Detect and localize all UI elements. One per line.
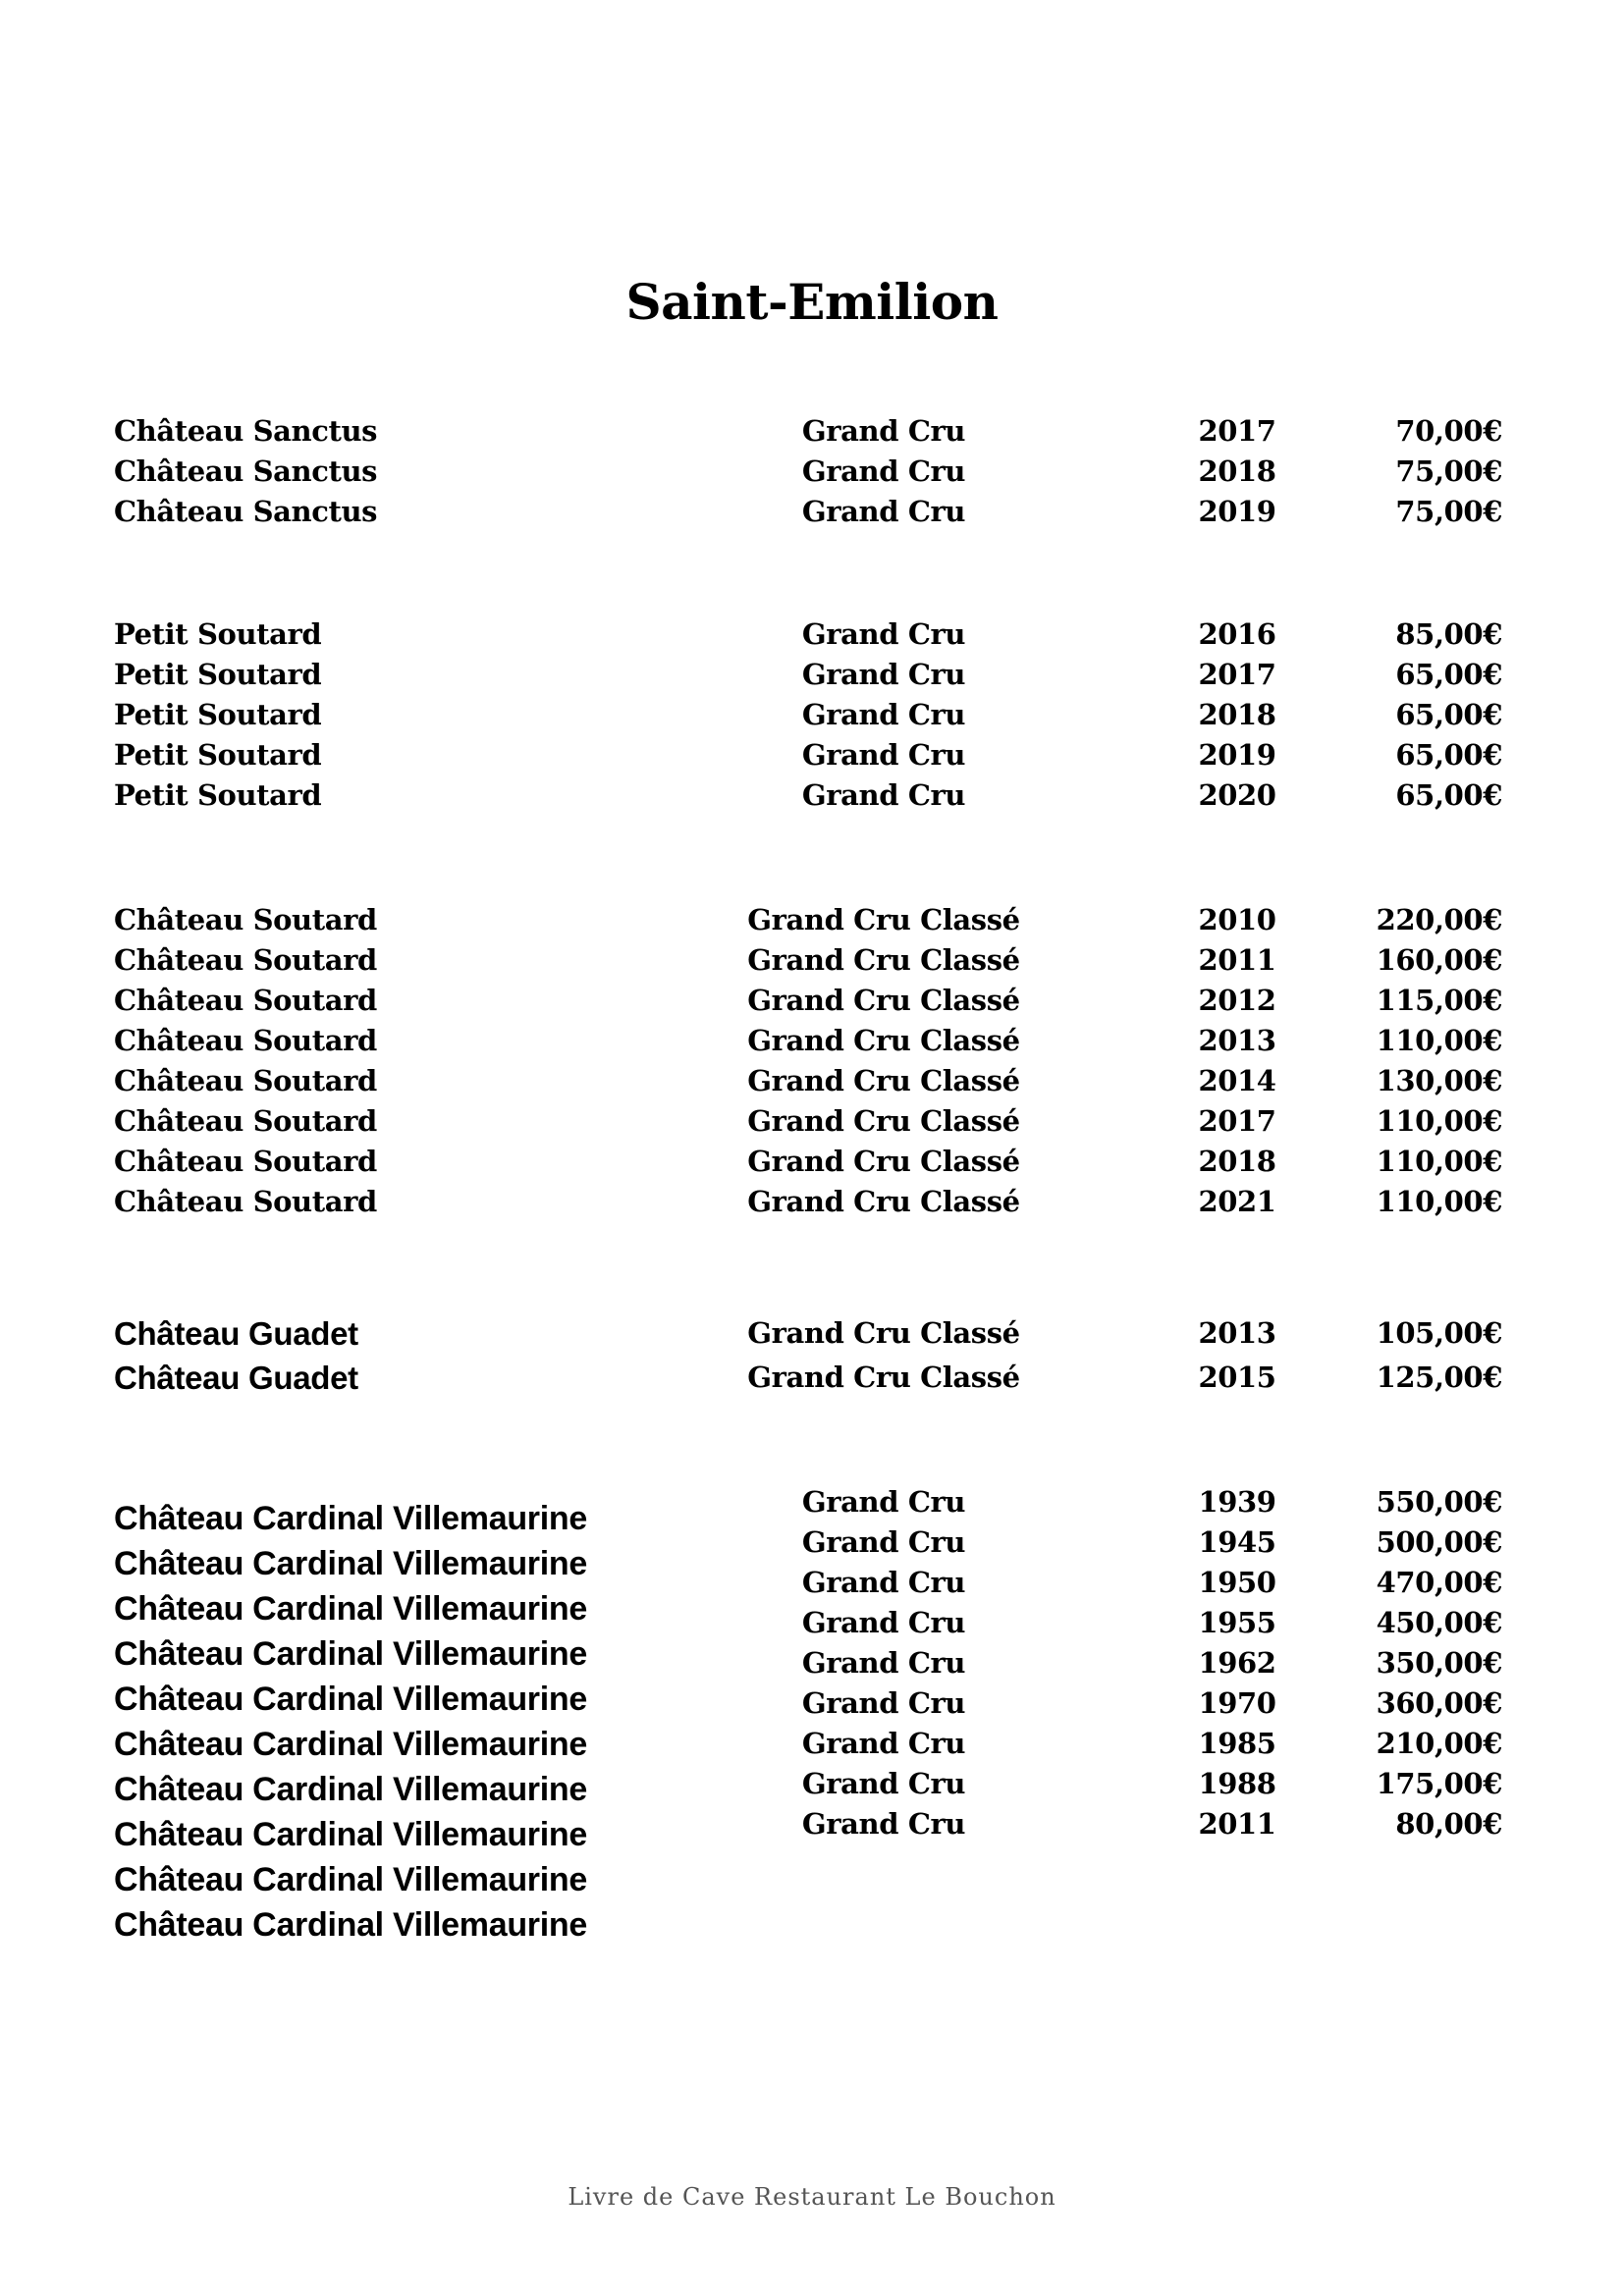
wine-row — [0, 1021, 1624, 1061]
wine-classification: Grand Cru — [801, 1525, 966, 1559]
wine-classification: Grand Cru — [801, 698, 966, 731]
wine-vintage: 2011 — [1198, 1807, 1276, 1841]
wine-classification: Grand Cru Classé — [747, 1145, 1020, 1178]
wine-vintage: 2010 — [1198, 903, 1276, 936]
wine-name: Château Soutard — [114, 1104, 377, 1138]
wine-row — [0, 1313, 1624, 1358]
wine-price: 175,00€ — [1376, 1767, 1502, 1800]
wine-row — [0, 411, 1624, 452]
wine-classification: Grand Cru — [801, 738, 966, 772]
wine-name: Château Cardinal Villemaurine — [114, 1771, 587, 1808]
wine-vintage: 1955 — [1198, 1606, 1276, 1639]
page-footer: Livre de Cave Restaurant Le Bouchon — [568, 2183, 1056, 2211]
wine-name: Château Sanctus — [114, 454, 378, 488]
wine-vintage: 2018 — [1198, 454, 1276, 488]
wine-row — [0, 695, 1624, 735]
wine-name: Château Cardinal Villemaurine — [114, 1726, 587, 1763]
wine-price: 210,00€ — [1376, 1727, 1502, 1760]
wine-name: Château Soutard — [114, 984, 377, 1017]
wine-price: 160,00€ — [1376, 943, 1502, 977]
wine-name: Château Cardinal Villemaurine — [114, 1545, 587, 1582]
wine-group-guadet — [0, 1313, 1624, 1398]
wine-price: 220,00€ — [1376, 903, 1502, 936]
wine-row — [0, 1358, 1624, 1398]
wine-name: Château Soutard — [114, 1064, 377, 1097]
wine-price: 65,00€ — [1395, 738, 1502, 772]
wine-classification: Grand Cru — [801, 495, 966, 528]
wine-price: 65,00€ — [1395, 698, 1502, 731]
wine-price: 110,00€ — [1376, 1104, 1502, 1138]
wine-name: Petit Soutard — [114, 778, 322, 812]
wine-name: Château Soutard — [114, 903, 377, 936]
wine-classification: Grand Cru — [801, 658, 966, 691]
wine-row — [0, 735, 1624, 775]
wine-vintage: 1962 — [1198, 1646, 1276, 1680]
wine-classification: Grand Cru Classé — [747, 1064, 1020, 1097]
wine-name: Petit Soutard — [114, 698, 322, 731]
wine-classification: Grand Cru Classé — [747, 1024, 1020, 1057]
wine-classification: Grand Cru — [801, 1807, 966, 1841]
wine-vintage: 2014 — [1198, 1064, 1276, 1097]
wine-name: Château Guadet — [114, 1315, 358, 1352]
wine-row — [0, 775, 1624, 816]
wine-name: Petit Soutard — [114, 617, 322, 651]
wine-name: Château Guadet — [114, 1360, 358, 1396]
wine-price: 110,00€ — [1376, 1185, 1502, 1218]
wine-vintage: 1950 — [1198, 1566, 1276, 1599]
wine-name: Petit Soutard — [114, 658, 322, 691]
wine-price: 75,00€ — [1395, 495, 1502, 528]
wine-row — [0, 900, 1624, 940]
wine-vintage: 2011 — [1198, 943, 1276, 977]
wine-classification: Grand Cru Classé — [747, 984, 1020, 1017]
wine-name: Château Cardinal Villemaurine — [114, 1635, 587, 1673]
wine-price: 550,00€ — [1376, 1485, 1502, 1519]
wine-price: 470,00€ — [1376, 1566, 1502, 1599]
wine-vintage: 2018 — [1198, 698, 1276, 731]
wine-classification: Grand Cru — [801, 1767, 966, 1800]
wine-vintage: 2020 — [1198, 778, 1276, 812]
wine-vintage: 2017 — [1198, 414, 1276, 448]
wine-row — [0, 1182, 1624, 1222]
wine-name: Château Cardinal Villemaurine — [114, 1590, 587, 1628]
wine-classification: Grand Cru — [801, 454, 966, 488]
wine-classification: Grand Cru Classé — [747, 1185, 1020, 1218]
wine-name: Château Cardinal Villemaurine — [114, 1681, 587, 1718]
wine-classification: Grand Cru — [801, 414, 966, 448]
wine-row — [0, 452, 1624, 492]
wine-group-petit-soutard — [0, 614, 1624, 816]
wine-vintage: 1970 — [1198, 1686, 1276, 1720]
wine-name: Château Soutard — [114, 1145, 377, 1178]
wine-price: 80,00€ — [1395, 1807, 1502, 1841]
wine-name: Petit Soutard — [114, 738, 322, 772]
wine-vintage: 2017 — [1198, 1104, 1276, 1138]
wine-row — [0, 614, 1624, 655]
wine-row — [0, 1142, 1624, 1182]
wine-price: 70,00€ — [1395, 414, 1502, 448]
wine-price: 450,00€ — [1376, 1606, 1502, 1639]
wine-classification: Grand Cru Classé — [747, 903, 1020, 936]
wine-vintage: 2021 — [1198, 1185, 1276, 1218]
wine-name: Château Soutard — [114, 943, 377, 977]
wine-classification: Grand Cru Classé — [747, 1104, 1020, 1138]
wine-price: 130,00€ — [1376, 1064, 1502, 1097]
wine-price: 125,00€ — [1376, 1361, 1502, 1394]
wine-vintage: 1939 — [1198, 1485, 1276, 1519]
wine-vintage: 1988 — [1198, 1767, 1276, 1800]
wine-row — [0, 940, 1624, 981]
cardinal-villemaurine-names — [114, 1496, 587, 1948]
wine-price: 75,00€ — [1395, 454, 1502, 488]
wine-name: Château Soutard — [114, 1024, 377, 1057]
wine-classification: Grand Cru — [801, 1606, 966, 1639]
wine-price: 65,00€ — [1395, 778, 1502, 812]
wine-classification: Grand Cru — [801, 1727, 966, 1760]
wine-row — [0, 1061, 1624, 1101]
wine-classification: Grand Cru — [801, 1646, 966, 1680]
wine-vintage: 2019 — [1198, 738, 1276, 772]
wine-row — [0, 492, 1624, 532]
wine-group-chateau-soutard — [0, 900, 1624, 1222]
wine-classification: Grand Cru Classé — [747, 943, 1020, 977]
wine-price: 115,00€ — [1376, 984, 1502, 1017]
wine-price: 85,00€ — [1395, 617, 1502, 651]
wine-classification: Grand Cru Classé — [747, 1316, 1020, 1350]
wine-vintage: 2013 — [1198, 1024, 1276, 1057]
wine-row — [0, 1101, 1624, 1142]
wine-classification: Grand Cru — [801, 617, 966, 651]
wine-group-sanctus — [0, 411, 1624, 532]
wine-classification: Grand Cru — [801, 1485, 966, 1519]
wine-price: 500,00€ — [1376, 1525, 1502, 1559]
wine-price: 350,00€ — [1376, 1646, 1502, 1680]
wine-vintage: 2013 — [1198, 1316, 1276, 1350]
wine-classification: Grand Cru — [801, 1566, 966, 1599]
wine-vintage: 2018 — [1198, 1145, 1276, 1178]
wine-classification: Grand Cru Classé — [747, 1361, 1020, 1394]
wine-classification: Grand Cru — [801, 1686, 966, 1720]
wine-classification: Grand Cru — [801, 778, 966, 812]
wine-vintage: 2019 — [1198, 495, 1276, 528]
wine-vintage: 1945 — [1198, 1525, 1276, 1559]
wine-row — [0, 981, 1624, 1021]
wine-price: 360,00€ — [1376, 1686, 1502, 1720]
wine-vintage: 1985 — [1198, 1727, 1276, 1760]
wine-name: Château Sanctus — [114, 495, 378, 528]
wine-name: Château Soutard — [114, 1185, 377, 1218]
wine-price: 110,00€ — [1376, 1145, 1502, 1178]
wine-price: 65,00€ — [1395, 658, 1502, 691]
wine-vintage: 2016 — [1198, 617, 1276, 651]
wine-vintage: 2012 — [1198, 984, 1276, 1017]
wine-name: Château Cardinal Villemaurine — [114, 1861, 587, 1898]
wine-vintage: 2015 — [1198, 1361, 1276, 1394]
wine-name: Château Sanctus — [114, 414, 378, 448]
wine-name: Château Cardinal Villemaurine — [114, 1906, 587, 1944]
wine-name: Château Cardinal Villemaurine — [114, 1816, 587, 1853]
wine-price: 110,00€ — [1376, 1024, 1502, 1057]
wine-vintage: 2017 — [1198, 658, 1276, 691]
wine-price: 105,00€ — [1376, 1316, 1502, 1350]
wine-row — [0, 655, 1624, 695]
wine-name: Château Cardinal Villemaurine — [114, 1500, 587, 1537]
page-title: Saint-Emilion — [625, 273, 999, 331]
